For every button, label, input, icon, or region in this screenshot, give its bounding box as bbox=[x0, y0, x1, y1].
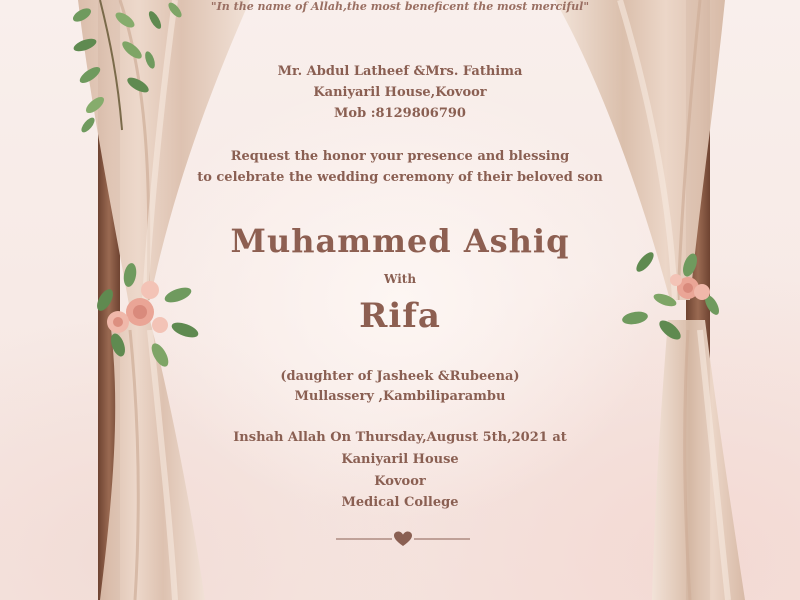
bride-name: Rifa bbox=[359, 296, 441, 336]
groom-name: Muhammed Ashiq bbox=[230, 222, 570, 260]
date-line: Inshah Allah On Thursday,August 5th,2021 at bbox=[233, 430, 567, 445]
heart-divider bbox=[336, 530, 470, 550]
bismillah-quote: "In the name of Allah,the most beneficent the most merciful" bbox=[210, 0, 590, 13]
request-line-2: to celebrate the wedding ceremony of their beloved son bbox=[197, 170, 603, 185]
with-label: With bbox=[383, 272, 417, 286]
venue-line-1: Kaniyaril House bbox=[341, 452, 459, 467]
heart-icon bbox=[394, 532, 412, 547]
bride-parents: (daughter of Jasheek &Rubeena) bbox=[280, 369, 520, 384]
request-line-1: Request the honor your presence and blessing bbox=[230, 149, 570, 164]
bride-address: Mullassery ,Kambiliparambu bbox=[294, 389, 506, 404]
parents-names: Mr. Abdul Latheef &Mrs. Fathima bbox=[277, 64, 523, 79]
venue-line-3: Medical College bbox=[341, 495, 459, 510]
parents-mobile: Mob :8129806790 bbox=[334, 106, 466, 121]
venue-line-2: Kovoor bbox=[374, 474, 426, 489]
parents-house: Kaniyaril House,Kovoor bbox=[313, 85, 487, 100]
